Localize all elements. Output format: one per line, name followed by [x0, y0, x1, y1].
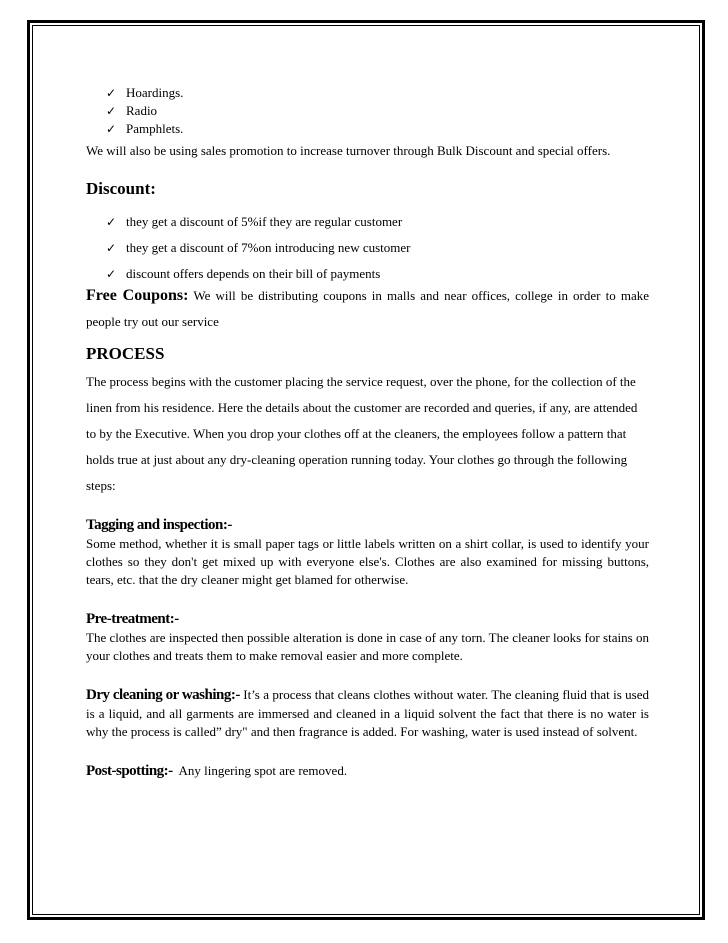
tagging-heading: Tagging and inspection:- [86, 517, 232, 533]
checkmark-icon: ✓ [106, 86, 117, 100]
dry-cleaning-paragraph: Dry cleaning or washing:- It’s a process that cleans clothes without water. The cleaning fluid that is used is a liquid, and all garments are immersed and cleaned in a liquid solvent the fact that there is no water is why the process is called” dry" and then fragrance is added. For washing, water is used instead of solvent. [86, 687, 649, 739]
checkmark-icon: ✓ [106, 122, 117, 136]
list-item: ✓ discount offers depends on their bill of payments [106, 266, 381, 281]
sales-promotion-paragraph: We will also be using sales promotion to increase turnover through Bulk Discount and special offers. [86, 143, 611, 158]
post-spotting-paragraph: Post-spotting:- Any lingering spot are removed. [86, 763, 348, 779]
list-item: ✓ Hoardings. [106, 85, 184, 100]
dry-cleaning-heading: Dry cleaning or washing:- [86, 687, 240, 703]
pretreatment-paragraph: The clothes are inspected then possible alteration is done in case of any torn. The cleaner looks for stains on your clothes and treats them to make removal easier and more complete. [86, 630, 649, 663]
discount-heading: Discount: [86, 179, 156, 198]
list-item: ✓ Pamphlets. [106, 121, 184, 136]
list-item: ✓ they get a discount of 7%on introducing new customer [106, 240, 411, 255]
pretreatment-heading: Pre-treatment:- [86, 611, 179, 627]
free-coupons-heading: Free Coupons: [86, 287, 189, 304]
tagging-paragraph: Some method, whether it is small paper tags or little labels written on a shirt collar, is used to identify your clothes so they don't get mixed up with everyone else's. Clothes are also examined for missing buttons, tears, etc. that the dry cleaner might get blamed for otherwise. [86, 536, 649, 587]
process-heading: PROCESS [86, 344, 165, 363]
checkmark-icon: ✓ [106, 267, 117, 281]
discount-list [86, 213, 649, 283]
free-coupons-paragraph: Free Coupons: We will be distributing coupons in malls and near offices, college in order to make people try out our service [86, 287, 650, 329]
checkmark-icon: ✓ [106, 241, 117, 255]
checkmark-icon: ✓ [106, 104, 117, 118]
list-item: ✓ Radio [106, 103, 158, 118]
document-body [86, 84, 649, 781]
post-spotting-heading: Post-spotting:- [86, 763, 173, 779]
list-item: ✓ they get a discount of 5%if they are regular customer [106, 214, 403, 229]
checkmark-icon: ✓ [106, 215, 117, 229]
process-paragraph: The process begins with the customer placing the service request, over the phone, for the collection of the linen from his residence. Here the details about the customer are recorded and queries, if any, are attended to by the Executive. When you drop your clothes off at the cleaners, the employees follow a pattern that holds true at just about any dry-cleaning operation running today. Your clothes go through the following steps: [86, 374, 638, 493]
media-list [86, 84, 649, 138]
